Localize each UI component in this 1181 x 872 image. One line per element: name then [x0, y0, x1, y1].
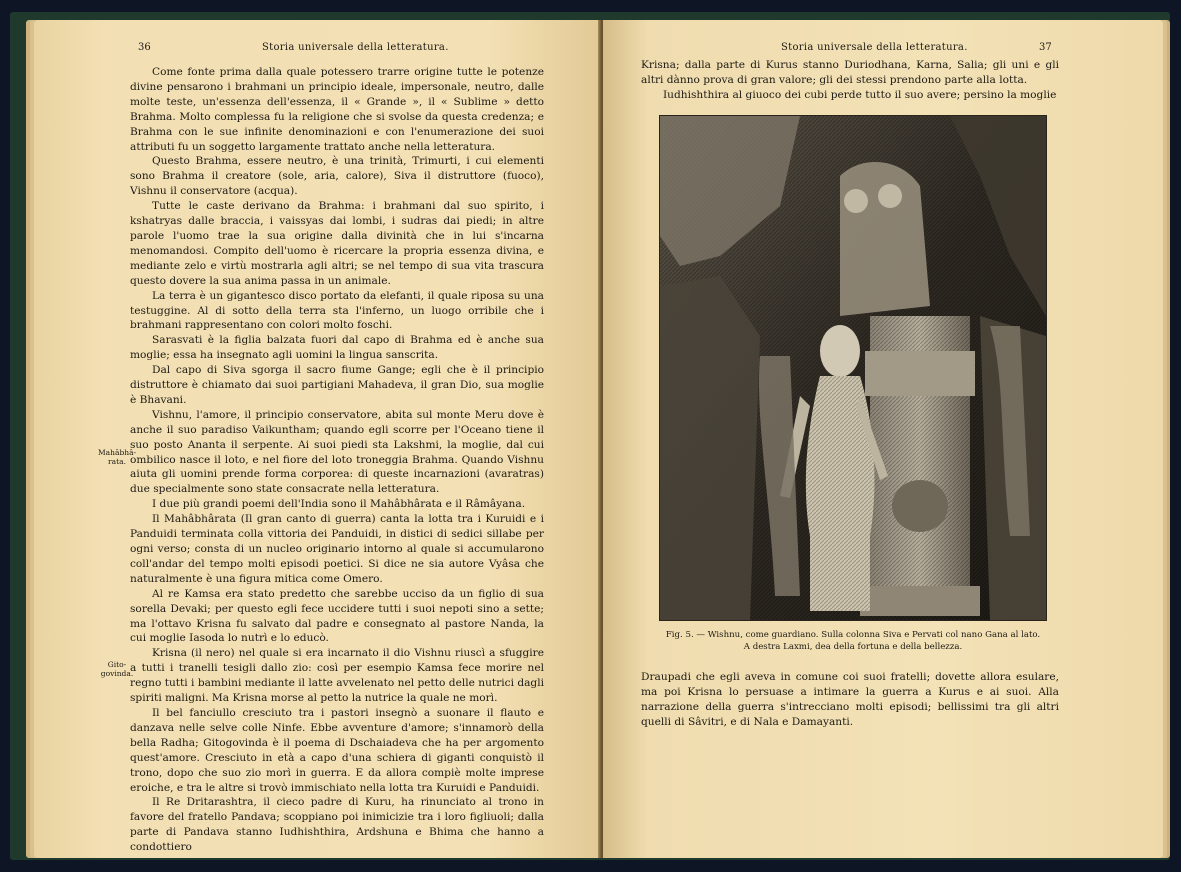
paragraph: Krisna (il nero) nel quale si era incarnato il dio Vishnu riuscì a sfuggire a tutti i tranelli tesigli dallo zio: così per esempio Kamsa fece morire nel regno tutti i bambini mediante il latte avvelenato nel petto delle nutrici dagli spiriti maligni. Ma Krisna morse al petto la nutrice la quale ne morì. — [130, 647, 544, 705]
running-head-right: Storia universale della letteratura. — [781, 42, 968, 53]
vishnu-engraving-figure — [659, 115, 1047, 621]
left-page — [34, 20, 602, 858]
paragraph: Iudhishthira al giuoco dei cubi perde tutto il suo avere; persino la moglie — [663, 88, 1057, 101]
margin-note-mahabharata: Mahâbhâ-rata. — [98, 448, 137, 466]
paragraph: La terra è un gigantesco disco portato da elefanti, il quale riposa su una testuggine. Al di sotto della terra sta l'inferno, un luogo orribile che i brahmani rappresentano con colori molto foschi. — [130, 289, 544, 332]
paragraph: Questo Brahma, essere neutro, è una trinità, Trimurti, i cui elementi sono Brahma il creatore (sole, aria, calore), Siva il distruttore (fuoco), Vishnu il conservatore (acqua). — [130, 155, 544, 198]
paragraph: Il bel fanciullo cresciuto tra i pastori insegnò a suonare il flauto e danzava nelle selve colle Ninfe. Ebbe avventure d'amore; s'innamorò della bella Radha; Gitogovinda è il poema di Dschaiadeva che ha per argomento quest'amore. Cresciuto in età a capo d'una schiera di giganti conquistò il trono, dopo che suo zio morì in guerra. E da allora compiè molte imprese eroiche, e tra le altre si trovò immischiato nella lotta tra Kuruidi e Panduidi. — [130, 706, 544, 794]
right-bottom-text — [641, 670, 1059, 730]
paragraph: Vishnu, l'amore, il principio conservatore, abita sul monte Meru dove è anche il suo paradiso Vaikuntham; quando egli scorre per l'Oceano tiene il suo posto Ananta il serpente. Ai suoi piedi sta Lakshmi, la moglie, dal cui ombilico nasce il loto, e nel fiore del loto troneggia Brahma. Quando Vishnu aiuta gli uomini prende forma corporea: di queste incarnazioni (avaratras) due specialmente sono state consacrate nella letteratura. — [130, 408, 544, 496]
paragraph: Al re Kamsa era stato predetto che sarebbe ucciso da un figlio di sua sorella Devaki; per questo egli fece uccidere tutti i suoi nepoti sino a sette; ma l'ottavo Krisna fu salvato dal padre e consegnato al pastore Nanda, la cui moglie Iasoda lo nutrì e lo educò. — [130, 587, 544, 645]
figure-caption-line-2: A destra Laxmi, dea della fortuna e della bellezza. — [743, 641, 963, 652]
paragraph: Draupadi che egli aveva in comune coi suoi fratelli; dovette allora esulare, ma poi Krisna lo persuase a intimare la guerra a Kurus e ai suoi. Alla narrazione della guerra s'intrecciano molti episodi; bellissimi tra gli altri quelli di Sâvitri, e di Nala e Damayanti. — [641, 671, 1059, 728]
vishnu-statue-illustration — [660, 116, 1046, 620]
paragraph: Dal capo di Siva sgorga il sacro fiume Gange; egli che è il principio distruttore è chiamato dai suoi partigiani Mahadeva, il gran Dio, sua moglie è Bhavani. — [130, 364, 544, 406]
margin-note-gitogovinda: Gito-govinda. — [100, 660, 134, 678]
paragraph: Krisna; dalla parte di Kurus stanno Duriodhana, Karna, Salia; gli uni e gli altri dànno prova di gran valore; gli dei stessi prendono parte alla lotta. — [641, 59, 1059, 86]
right-top-text — [641, 58, 1059, 103]
figure-caption — [643, 630, 1063, 653]
paragraph: Come fonte prima dalla quale potessero trarre origine tutte le potenze divine pensarono i brahmani un principio ideale, impersonale, neutro, dalle molte teste, un'essenza dell'essenza, il « Grande », il « Sublime » detto Brahma. Molto complessa fu la religione che si svolse da questa credenza; e Brahma con le sue infinite denominazioni e con l'enumerazione dei suoi attributi fu un soggetto largamente trattato anche nella letteratura. — [130, 66, 544, 153]
paragraph: I due più grandi poemi dell'India sono il Mahâbhârata e il Râmâyana. — [152, 498, 526, 511]
paragraph: Il Mahâbhârata (Il gran canto di guerra) canta la lotta tra i Kuruidi e i Panduidi terminata colla vittoria dei Panduidi, in distici di sedici sillabe per ogni verso; consta di un nucleo originario intorno al quale si accumularono coll'andar del tempo molti episodi poetici. Si dice ne sia autore Vyâsa che naturalmente è una figura mitica come Omero. — [130, 513, 544, 585]
left-body-text — [130, 65, 544, 855]
page-number-left: 36 — [138, 42, 151, 53]
figure-caption-line-1: Fig. 5. — Wishnu, come guardiano. Sulla colonna Siva e Pervati col nano Gana al lato. — [665, 630, 1041, 640]
paragraph: Il Re Dritarashtra, il cieco padre di Kuru, ha rinunciato al trono in favore del fratello Pandava; scoppiano poi inimicizie tra i loro figliuoli; dalla parte di Pandava stanno Iudhishthira, Ardshuna e Bhima che hanno a condottiero — [130, 796, 544, 854]
running-head-left: Storia universale della letteratura. — [262, 42, 449, 53]
page-number-right: 37 — [1039, 42, 1052, 53]
right-page — [603, 20, 1163, 858]
paragraph: Tutte le caste derivano da Brahma: i brahmani dal suo spirito, i kshatryas dalle braccia, i vaissyas dai lombi, i sudras dai piedi; in altre parole l'uomo trae la sua origine dalla divinità che in lui s'incarna menomandosi. Compito dell'uomo è ricercare la propria essenza divina, e mediante zelo e virtù mostrarla agli altri; se nel tempo di sua vita trascura questo dovere la sua anima passa in un animale. — [130, 200, 544, 287]
paragraph: Sarasvati è la figlia balzata fuori dal capo di Brahma ed è anche sua moglie; essa ha insegnato agli uomini la lingua sanscrita. — [130, 334, 544, 362]
